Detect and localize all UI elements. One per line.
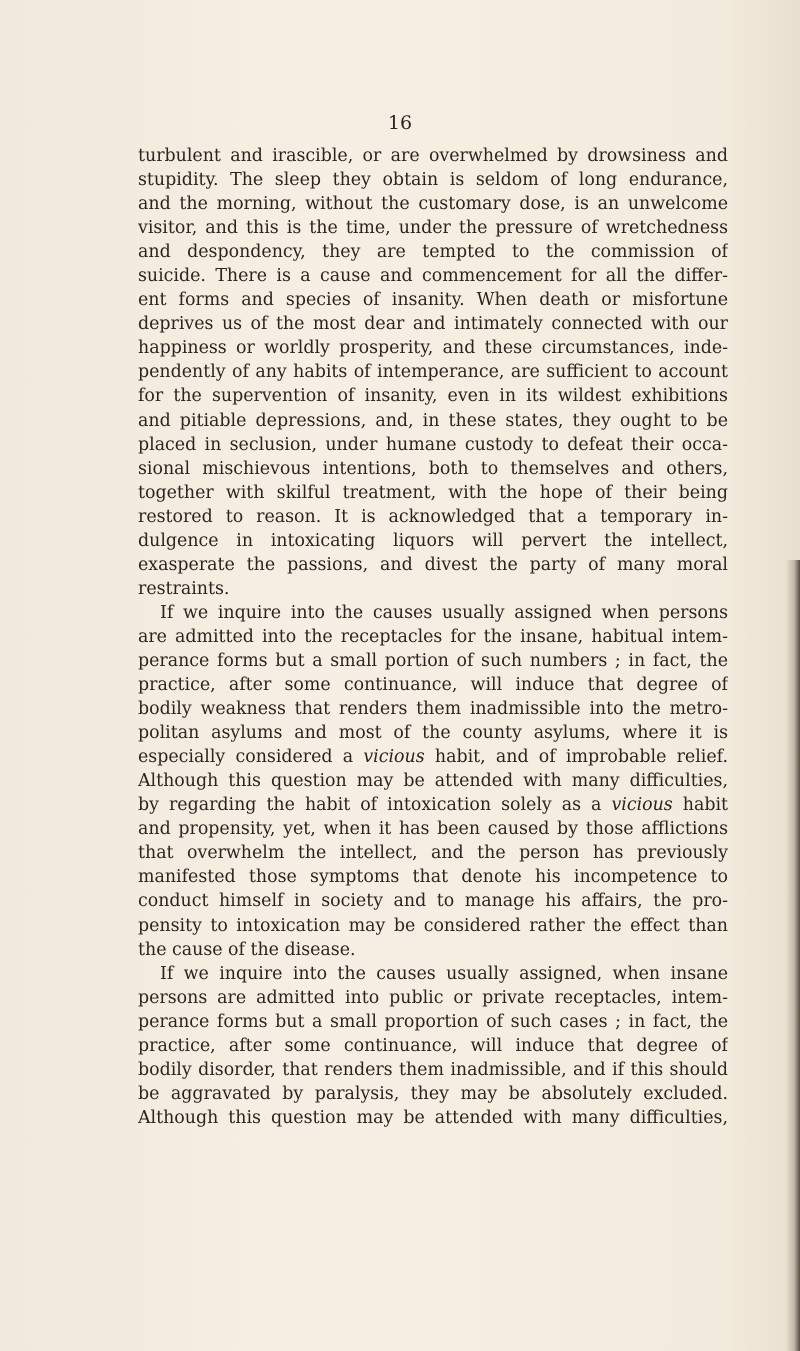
text-line: are admitted into the receptacles for the insane, habitual intem- bbox=[138, 626, 728, 647]
text-line: If we inquire into the causes usually assigned when persons bbox=[160, 602, 728, 623]
text-line: happiness or worldly prosperity, and these circumstances, inde- bbox=[138, 338, 728, 359]
text-line: stupidity. The sleep they obtain is seldom of long endurance, bbox=[138, 170, 728, 191]
text-line: that overwhelm the intellect, and the person has previously bbox=[138, 843, 728, 864]
page-number: 16 bbox=[387, 112, 413, 134]
text-line: conduct himself in society and to manage his affairs, the pro- bbox=[138, 891, 728, 912]
text-line: practice, after some continuance, will induce that degree of bbox=[138, 1035, 728, 1056]
text-line: visitor, and this is the time, under the pressure of wretchedness bbox=[138, 218, 728, 239]
text-line: ent forms and species of insanity. When death or misfortune bbox=[138, 290, 728, 311]
text-line: and the morning, without the customary dose, is an unwelcome bbox=[138, 194, 728, 215]
italic-word: vicious bbox=[611, 795, 673, 816]
text-line: and despondency, they are tempted to the commission of bbox=[138, 242, 728, 263]
text-line: restraints. bbox=[138, 578, 230, 599]
text-line: dulgence in intoxicating liquors will pervert the intellect, bbox=[138, 530, 728, 551]
text-line: by regarding the habit of intoxication solely as a vicious habit bbox=[138, 795, 728, 816]
text-line: pensity to intoxication may be considered rather the effect than bbox=[138, 915, 728, 936]
paragraph-1 bbox=[138, 144, 728, 601]
text-line: deprives us of the most dear and intimately connected with our bbox=[138, 314, 728, 335]
text-line: persons are admitted into public or private receptacles, intem- bbox=[138, 987, 728, 1008]
text-line: Although this question may be attended with many difficulties, bbox=[138, 771, 728, 792]
text-line: and propensity, yet, when it has been caused by those afflictions bbox=[138, 819, 728, 840]
body-text bbox=[138, 144, 728, 1130]
text-line: exasperate the passions, and divest the party of many moral bbox=[138, 554, 728, 575]
text-line: for the supervention of insanity, even in its wildest exhibitions bbox=[138, 386, 728, 407]
text-line: Although this question may be attended with many difficulties, bbox=[138, 1107, 728, 1128]
text-line: and pitiable depressions, and, in these states, they ought to be bbox=[138, 410, 728, 431]
text-line: turbulent and irascible, or are overwhelmed by drowsiness and bbox=[138, 146, 728, 166]
text-line: If we inquire into the causes usually assigned, when insane bbox=[160, 963, 728, 984]
text-line: perance forms but a small proportion of such cases ; in fact, the bbox=[138, 1011, 728, 1032]
text-line: suicide. There is a cause and commencement for all the differ- bbox=[138, 266, 728, 287]
text-line: sional mischievous intentions, both to themselves and others, bbox=[138, 458, 728, 479]
text-line: practice, after some continuance, will induce that degree of bbox=[138, 675, 728, 696]
italic-word: vicious bbox=[363, 747, 425, 768]
text-line: pendently of any habits of intemperance, are sufficient to account bbox=[138, 362, 728, 383]
text-line: manifested those symptoms that denote his incompetence to bbox=[138, 867, 728, 888]
text-line: restored to reason. It is acknowledged that a temporary in- bbox=[138, 506, 728, 527]
text-line: bodily disorder, that renders them inadmissible, and if this should bbox=[138, 1059, 728, 1080]
text-line: together with skilful treatment, with the hope of their being bbox=[138, 482, 728, 503]
text-line: perance forms but a small portion of such numbers ; in fact, the bbox=[138, 650, 728, 671]
text-line: be aggravated by paralysis, they may be absolutely excluded. bbox=[138, 1083, 728, 1104]
paragraph-2 bbox=[138, 601, 728, 962]
text-line: politan asylums and most of the county asylums, where it is bbox=[138, 723, 728, 744]
page-edge-shadow bbox=[786, 560, 800, 1351]
text-line: especially considered a vicious habit, and of improbable relief. bbox=[138, 747, 728, 768]
text-line: placed in seclusion, under humane custody to defeat their occa- bbox=[138, 434, 728, 455]
text-line: the cause of the disease. bbox=[138, 939, 356, 960]
paragraph-3 bbox=[138, 962, 728, 1130]
text-line: bodily weakness that renders them inadmissible into the metro- bbox=[138, 699, 728, 720]
